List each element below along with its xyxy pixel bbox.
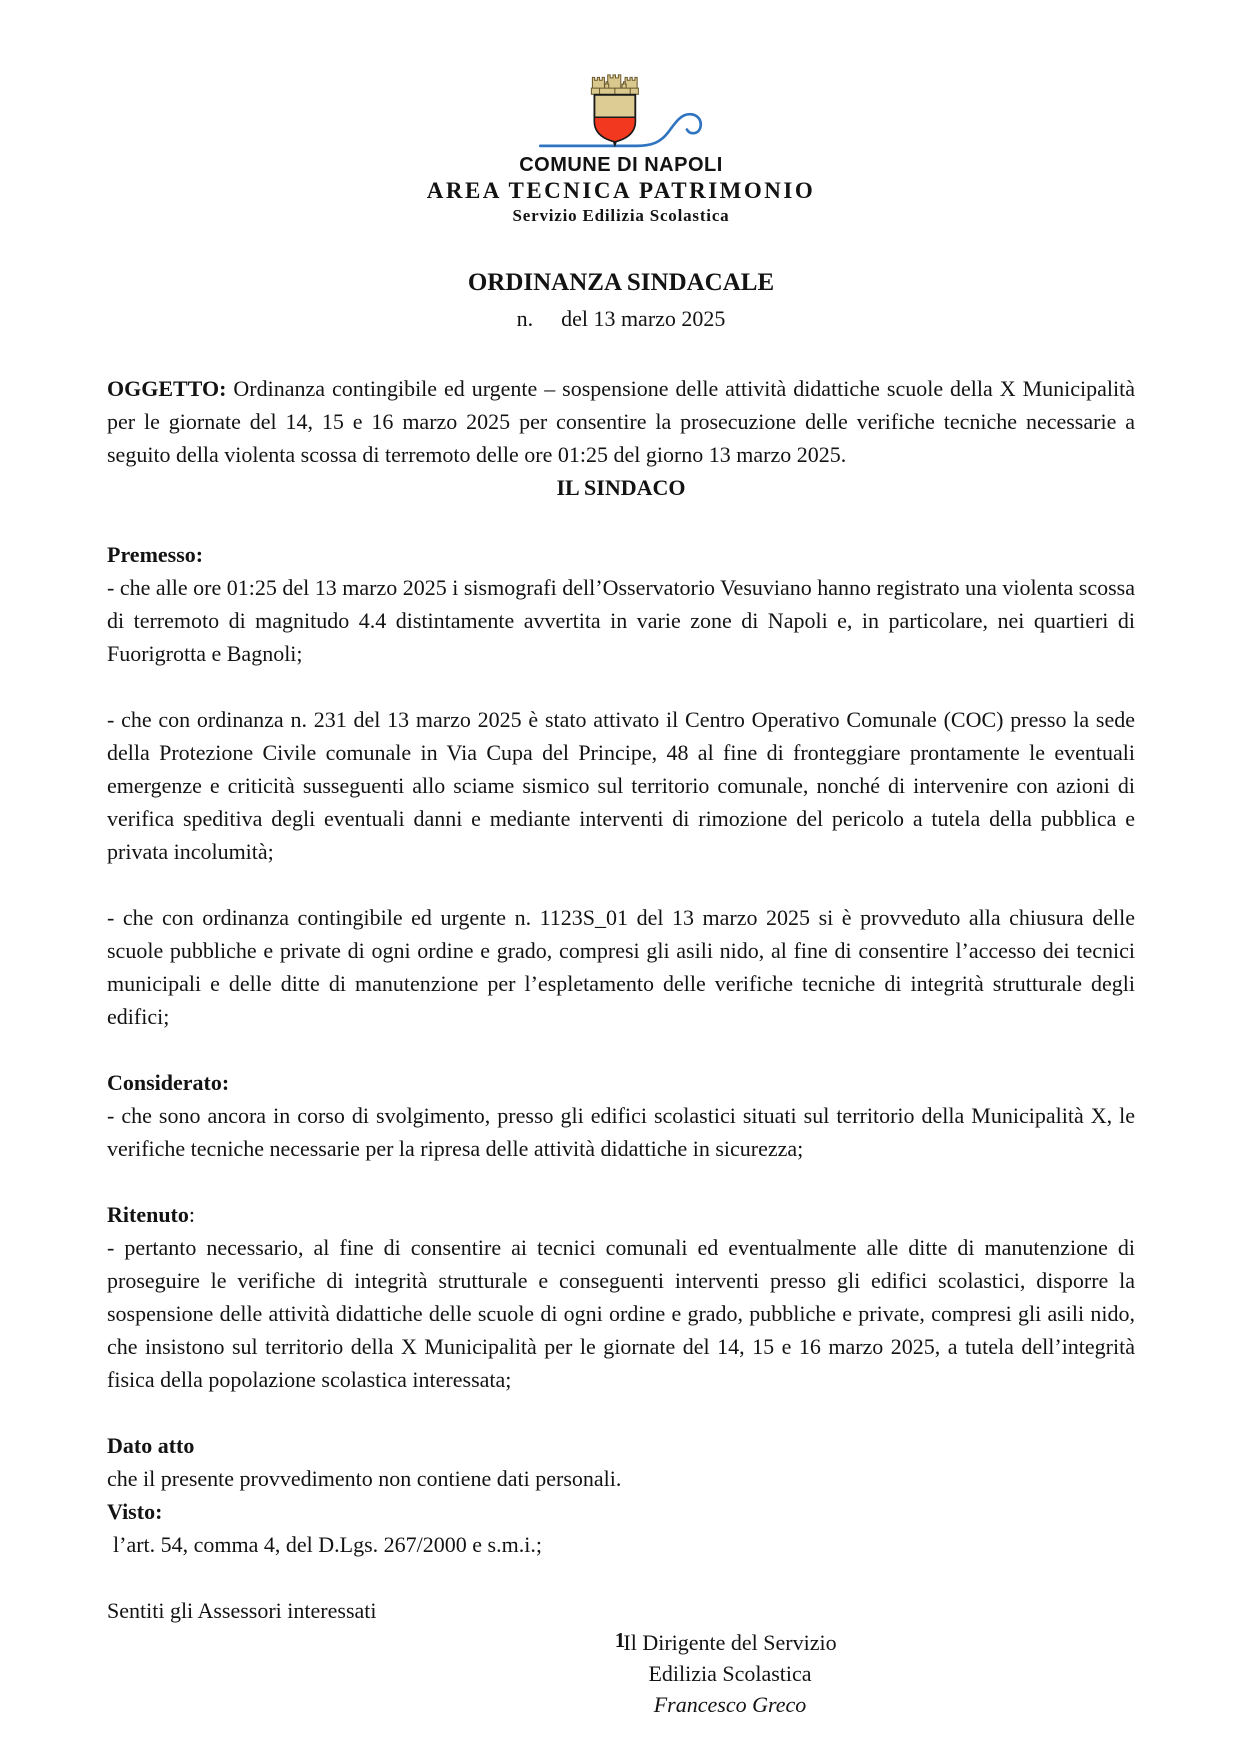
signature-role-line1: Il Dirigente del Servizio (623, 1629, 837, 1655)
visto-paragraph: l’art. 54, comma 4, del D.Lgs. 267/2000 e s.m.i.; (113, 1531, 542, 1557)
premesso-paragraph-2: - che con ordinanza n. 231 del 13 marzo 2025 è stato attivato il Centro Operativo Comunale (COC) presso la sede della Protezione Civile comunale in Via Cupa del Principe, 48 al fine di fronteggiare prontamente le eventuali emergenze e criticità susseguenti allo sciame sismico sul territorio comunale, nonché di intervenire con azioni di verifica speditiva degli eventuali danni e mediante interventi di rimozione del pericolo a tutela della pubblica e privata incolumità; (107, 706, 1135, 864)
subject-text: Ordinanza contingibile ed urgente – sospensione delle attività didattiche scuole della X Municipalità per le giornate del 14, 15 e 16 marzo 2025 per consentire la prosecuzione delle verifiche tecniche necessarie a seguito della violenta scossa di terremoto delle ore 01:25 del giorno 13 marzo 2025. (107, 375, 1135, 467)
org-service: Servizio Edilizia Scolastica (512, 205, 730, 225)
signature-name: Francesco Greco (653, 1692, 807, 1718)
signature-role-line2: Edilizia Scolastica (648, 1661, 812, 1687)
subject-paragraph (107, 372, 1135, 471)
document-title: ORDINANZA SINDACALE (467, 268, 775, 296)
premesso-paragraph-1: - che alle ore 01:25 del 13 marzo 2025 i sismografi dell’Osservatorio Vesuviano hanno registrato una violenta scossa di terremoto di magnitudo 4.4 distintamente avvertita in varie zone di Napoli e, in particolare, nei quartieri di Fuorigrotta e Bagnoli; (107, 574, 1135, 666)
considerato-paragraph: - che sono ancora in corso di svolgimento, presso gli edifici scolastici situati sul territorio della Municipalità X, le verifiche tecniche necessarie per la ripresa delle attività didattiche in sicurezza; (107, 1102, 1135, 1161)
section-heading-ritenuto (107, 1198, 1135, 1231)
authority-heading: IL SINDACO (556, 474, 686, 500)
org-name: NAPOLI (644, 154, 723, 176)
document-number-date (107, 306, 1135, 332)
org-prefix: COMUNE DI (519, 154, 639, 176)
comune-napoli-crest-icon (526, 58, 716, 152)
dato-atto-paragraph: che il presente provvedimento non contiene dati personali. (107, 1465, 622, 1491)
ordinance-number-prefix: n. (516, 305, 534, 331)
subject-label: OGGETTO: (107, 375, 227, 401)
org-name-line (107, 154, 1135, 176)
section-heading-considerato: Considerato: (107, 1069, 230, 1095)
section-heading-visto: Visto: (107, 1498, 163, 1524)
section-heading-premesso: Premesso: (107, 541, 204, 567)
premesso-paragraph-3: - che con ordinanza contingibile ed urgente n. 1123S_01 del 13 marzo 2025 si è provveduto alla chiusura delle scuole pubbliche e private di ogni ordine e grado, compresi gli asili nido, al fine di consentire l’accesso dei tecnici municipali e delle ditte di manutenzione per l’espletamento delle verifiche tecniche di integrità strutturale degli edifici; (107, 904, 1135, 1029)
ritenuto-colon: : (188, 1201, 196, 1227)
ordinance-date: del 13 marzo 2025 (561, 305, 726, 331)
sentiti-line: Sentiti gli Assessori interessati (107, 1597, 377, 1623)
ritenuto-word: Ritenuto (107, 1201, 189, 1227)
blank-line (107, 1561, 1135, 1594)
page-number: 1 (614, 1628, 626, 1652)
section-heading-dato-atto: Dato atto (107, 1432, 195, 1458)
ritenuto-paragraph: - pertanto necessario, al fine di consentire ai tecnici comunali ed eventualmente alle ditte di manutenzione di proseguire le verifiche di integrità strutturale e conseguenti interventi presso gli edifici scolastici, disporre la sospensione delle attività didattiche delle scuole di ogni ordine e grado, pubbliche e private, compresi gli asili nido, che insistono sul territorio della X Municipalità per le giornate del 14, 15 e 16 marzo 2025, a tutela dell’integrità fisica della popolazione scolastica interessata; (107, 1234, 1135, 1392)
document-header (107, 58, 1135, 226)
org-area: AREA TECNICA PATRIMONIO (426, 178, 816, 203)
document-body (107, 372, 1135, 1721)
title-block (107, 268, 1135, 332)
